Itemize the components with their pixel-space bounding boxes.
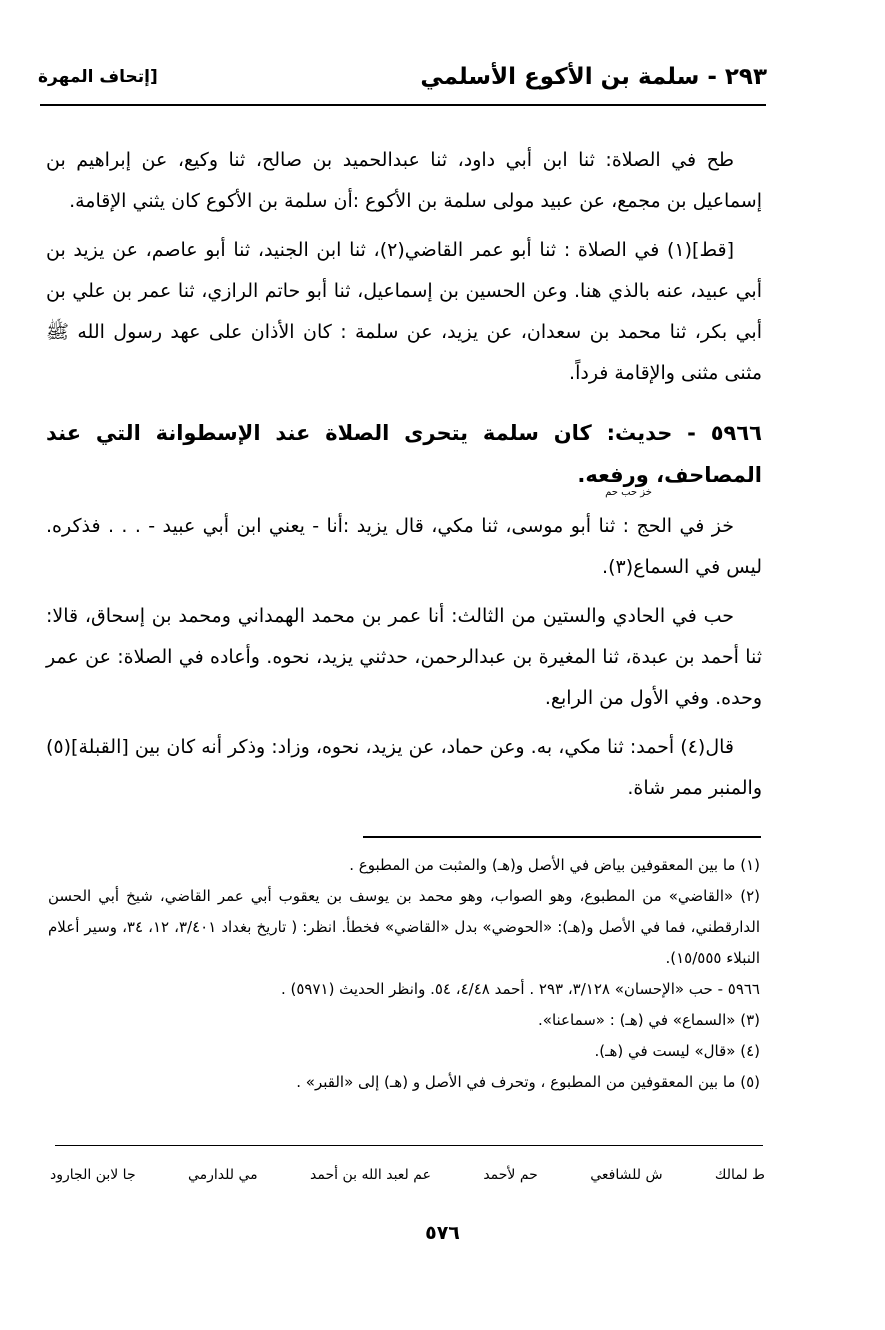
paragraph-khz: خز في الحج : ثنا أبو موسى، ثنا مكي، قال يزيد :أنا - يعني ابن أبي عبيد - . . . فذكره. ليس في السماع(٣).: [46, 515, 762, 578]
legend-item: ط لمالك: [714, 1167, 765, 1183]
footnote-4: (٤) «قال» ليست في (هـ).: [594, 1042, 760, 1060]
footnote-3: (٣) «السماع» في (هـ) : «سماعنا».: [538, 1011, 760, 1029]
legend-item: عم لعبد الله بن أحمد: [310, 1167, 431, 1183]
legend-item: حم لأحمد: [483, 1167, 538, 1183]
legend-item: ش للشافعي: [590, 1167, 663, 1183]
footnote-1: (١) ما بين المعقوفين بياض في الأصل و(هـ) والمثبت من المطبوع .: [349, 856, 760, 874]
footnote-divider: [363, 836, 761, 838]
footnote-2: (٢) «القاضي» من المطبوع، وهو الصواب، وهو محمد بن يوسف بن يعقوب أبي عمر القاضي، شيخ أبي الحسن الدارقطني، فما في الأصل و(هـ): «الحوضي» بدل «القاضي» فخطأ. انظر: ( تاريخ بغداد ٣/٤٠١، ١٢، ٣٤، وسير أعلام النبلاء ١٥/٥٥٥).: [48, 887, 761, 967]
paragraph-hib: حب في الحادي والستين من الثالث: أنا عمر بن محمد الهمداني ومحمد بن إسحاق، قالا: ثنا أحمد بن عبدة، ثنا المغيرة بن عبدالرحمن، حدثني يزيد، نحوه. وأعاده في الصلاة: عن عمر وحده. وفي الأول من الرابع.: [46, 605, 762, 709]
legend-item: مي للدارمي: [187, 1167, 258, 1183]
abbreviation-legend: [50, 1160, 765, 1190]
book-title: [إتحاف المهرة: [38, 67, 158, 87]
main-text: [46, 140, 762, 817]
paragraph-qal: قال(٤) أحمد: ثنا مكي، به. وعن حماد، عن يزيد، نحوه، وزاد: وذكر أنه كان بين [القبلة](٥) والمنبر ممر شاة.: [46, 736, 762, 799]
hadith-source-codes: خز حب حم: [605, 487, 652, 498]
footnote-hadith-ref: ٥٩٦٦ - حب «الإحسان» ٣/١٢٨، ٢٩٣ . أحمد ٤/٤٨، ٥٤. وانظر الحديث (٥٩٧١) .: [280, 980, 760, 998]
chapter-title: ٢٩٣ - سلمة بن الأكوع الأسلمي: [420, 64, 767, 90]
page-number: ٥٧٦: [425, 1222, 460, 1244]
legend-item: جا لابن الجارود: [50, 1167, 136, 1183]
running-header: [38, 52, 767, 102]
legend-divider: [55, 1145, 763, 1146]
footnote-5: (٥) ما بين المعقوفين من المطبوع ، وتحرف في الأصل و (هـ) إلى «القبر» .: [296, 1073, 760, 1091]
hadith-text: ٥٩٦٦ - حديث: كان سلمة يتحرى الصلاة عند الإسطوانة التي عند المصاحف، ورفعه.: [46, 421, 762, 487]
hadith-heading: [46, 412, 762, 498]
paragraph-qat: [قط](١) في الصلاة : ثنا أبو عمر القاضي(٢)، ثنا ابن الجنيد، ثنا أبو عاصم، عن يزيد بن أبي عبيد، عنه بالذي هنا. وعن الحسين بن إسماعيل، ثنا أبو حاتم الرازي، ثنا عمر بن علي بن أبي بكر، ثنا محمد بن سعدان، عن يزيد، عن سلمة : كان الأذان على عهد رسول الله ﷺ مثنى مثنى والإقامة فرداً.: [46, 239, 762, 384]
footnotes: [48, 850, 760, 1098]
paragraph-tah: طح في الصلاة: ثنا ابن أبي داود، ثنا عبدالحميد بن صالح، ثنا وكيع، عن إبراهيم بن إسماعيل بن مجمع، عن عبيد مولى سلمة بن الأكوع :أن سلمة بن الأكوع كان يثني الإقامة.: [46, 149, 762, 212]
header-divider: [40, 104, 766, 106]
